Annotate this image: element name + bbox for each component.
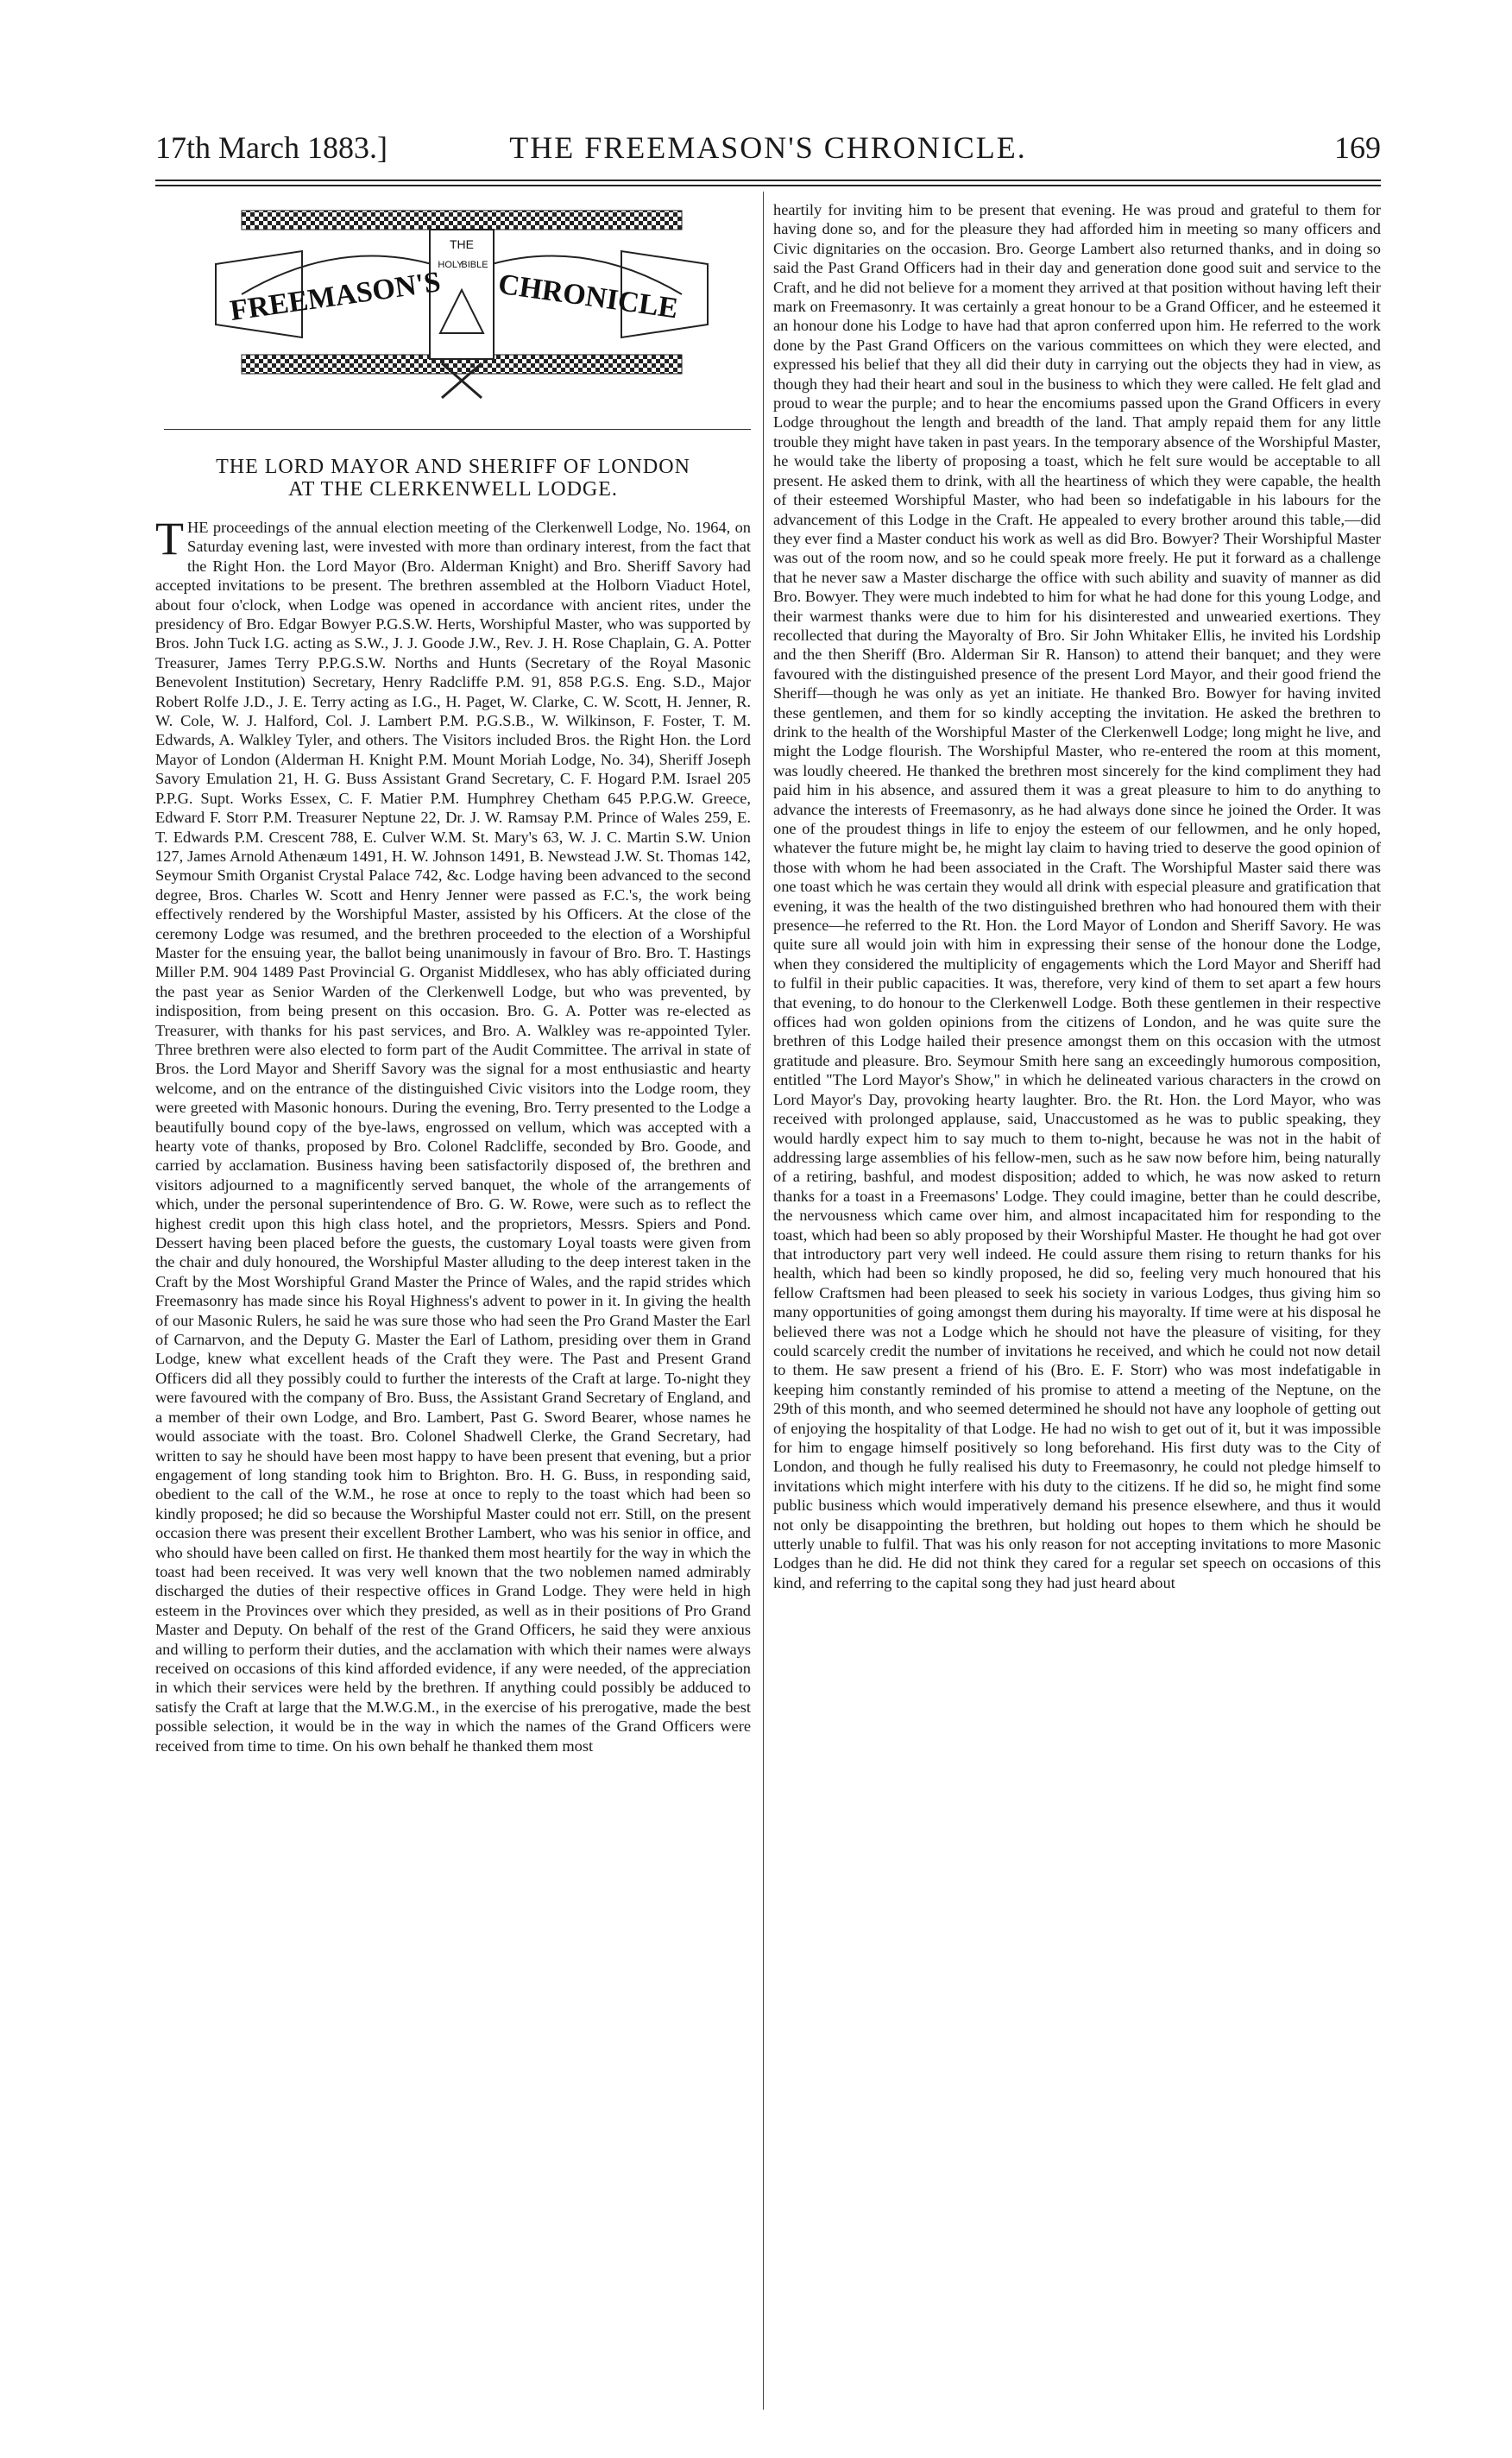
- headline-line-2: AT THE CLERKENWELL LODGE.: [288, 478, 618, 501]
- publication-title: THE FREEMASON'S CHRONICLE.: [509, 130, 1027, 165]
- masthead-right-word: CHRONICLE: [496, 268, 680, 325]
- issue-date: 17th March 1883.]: [155, 130, 387, 165]
- masthead-rule: [164, 429, 751, 430]
- masthead-emblem: [207, 204, 716, 407]
- masthead-small-the: THE: [450, 237, 474, 251]
- article-right-column: [773, 200, 1381, 2410]
- article-left-column: [155, 518, 751, 2408]
- article-body-left-text: HE proceedings of the annual election meeting of the Clerkenwell Lodge, No. 1964, on Saturday evening last, were invested with more than ordinary interest, from the fact that the Right Hon. the Lord Mayor (Bro. Alderman Knight) and Bro. Sheriff Savory had accepted invitations to be present. The brethren assembled at the Holborn Viaduct Hotel, about four o'clock, when Lodge was opened in accordance with ancient rites, under the presidency of Bro. Edgar Bowyer P.G.S.W. Herts, Worshipful Master, who was supported by Bros. John Tuck I.G. acting as S.W., J. J. Goode J.W., Rev. J. H. Rose Chaplain, G. A. Potter Treasurer, James Terry P.P.G.S.W. Norths and Hunts (Secretary of the Royal Masonic Benevolent Institution) Secretary, Henry Radcliffe P.M. 91, 858 P.G.S. Eng. S.D., Major Robert Rolfe J.D., J. E. Terry acting as I.G., H. Paget, W. Clarke, C. W. Scott, H. Jenner, R. W. Cole, W. J. Halford, Col. J. Lambert P.M. P.G.S.B., W. Wilkinson, F. Foster, T. M. Edwards, A. Walkley Tyler, and others. The Visitors included Bros. the Right Hon. the Lord Mayor of London (Alderman H. Knight P.M. Mount Moriah Lodge, No. 34), Sheriff Joseph Savory Emulation 21, H. G. Buss Assistant Grand Secretary, C. F. Hogard P.M. Israel 205 P.P.G. Supt. Works Essex, C. F. Matier P.M. Humphrey Chetham 645 P.P.G.W. Greece, Edward F. Storr P.M. Treasurer Neptune 22, Dr. J. W. Ramsay P.M. Prince of Wales 259, E. T. Edwards P.M. Crescent 788, E. Culver W.M. St. Mary's 63, W. J. C. Martin S.W. Union 127, James Arnold Athenæum 1491, H. W. Johnson 1491, B. Newstead J.W. St. Thomas 142, Seymour Smith Organist Crystal Palace 742, &c. Lodge having been advanced to the second degree, Bros. Charles W. Scott and Henry Jenner were passed as F.C.'s, the work being effectively rendered by the Worshipful Master, assisted by his Officers. At the close of the ceremony Lodge was resumed, and the brethren proceeded to the election of a Worshipful Master for the ensuing year, the ballot being unanimously in favour of Bro. Bro. T. Hastings Miller P.M. 904 1489 Past Provincial G. Organist Middlesex, who has ably officiated during the past year as Senior Warden of the Clerkenwell Lodge, but who was prevented, by indisposition, from being present on this occasion. Bro. G. A. Potter was re-elected as Treasurer, with thanks for his past services, and Bro. A. Walkley was re-appointed Tyler. Three brethren were also elected to form part of the Audit Committee. The arrival in state of Bros. the Lord Mayor and Sheriff Savory was the signal for a most enthusiastic and hearty welcome, and on the entrance of the distinguished Civic visitors into the Lodge room, they were greeted with Masonic honours. During the evening, Bro. Terry presented to the Lodge a beautifully bound copy of the bye-laws, engrossed on vellum, which was accepted with a hearty vote of thanks, proposed by Bro. Colonel Radcliffe, seconded by Bro. Goode, and carried by acclamation. Business having been satisfactorily disposed of, the brethren and visitors adjourned to a magnificently served banquet, the whole of the arrangements of which, under the personal superintendence of Bro. G. W. Rowe, were such as to reflect the highest credit upon this high class hotel, and the proprietors, Messrs. Spiers and Pond. Dessert having been placed before the guests, the customary Loyal toasts were given from the chair and duly honoured, the Worshipful Master alluding to the deep interest taken in the Craft by the Most Worshipful Grand Master the Prince of Wales, and the rapid strides which Freemasonry has made since his Royal Highness's advent to power in it. In giving the health of our Masonic Rulers, he said he was sure those who had seen the Pro Grand Master the Earl of Carnarvon, and the Deputy G. Master the Earl of Lathom, presiding over them in Grand Lodge, knew what excellent heads of the Craft they were. The Past and Present Grand Officers did all they possibly could to further the interests of the Craft at large. To-night they were favoured with the company of Bro. Buss, the Assistant Grand Secretary of England, and a member of their own Lodge, and Bro. Lambert, Past G. Sword Bearer, whose names he would associate with the toast. Bro. Colonel Shadwell Clerke, the Grand Secretary, had written to say he should have been most happy to have been present that evening, but a prior engagement of long standing took him to Brighton. Bro. H. G. Buss, in responding said, obedient to the call of the W.M., he rose at once to reply to the toast which had been so kindly proposed; he did so because the Worshipful Master could not err. Still, on the present occasion there was present their excellent Brother Lambert, who was his senior in office, and who should have been called on first. He thanked them most heartily for the way in which the toast had been received. It was very well known that the two noblemen named admirably discharged the duties of their respective offices in Grand Lodge. They were held in high esteem in the Provinces over which they presided, as well as in their positions of Pro Grand Master and Deputy. On behalf of the rest of the Grand Officers, he said they were anxious and willing to perform their duties, and the acclamation with which their names were always received on occasions of this kind afforded evidence, if any were needed, of the appreciation in which their services were held by the brethren. If anything could possibly be adduced to satisfy the Craft at large that the M.W.G.M., in the exercise of his prerogative, made the best possible selection, it would be in the way in which the names of the Grand Officers were received from time to time. On his own behalf he thanked them most: [155, 519, 751, 1755]
- masthead-small-holy: HOLY: [438, 260, 463, 270]
- header-rule: [155, 180, 1381, 181]
- headline-line-1: THE LORD MAYOR AND SHERIFF OF LONDON: [216, 456, 690, 478]
- article-body-right: heartily for inviting him to be present that evening. He was proud and grateful to them for having done so, and for the pleasure they had afforded him in meeting so many officers and Civic dignitaries on the occasion. Bro. George Lambert also returned thanks, and in doing so said the Past Grand Officers had in their day and generation done good suit and service to the Craft, and he did not believe for a moment they arrived at that position without having left their mark on Freemasonry. It was certainly a great honour to be a Grand Officer, and he esteemed it an honour done his Lodge to have had that apron conferred upon him. He referred to the work done by the Past Grand Officers on the various committees on which they were elected, and expressed his belief that they all did their duty in carrying out the objects they had in view, as though they had their heart and soul in the business to which they were called. He felt glad and proud to wear the purple; and to hear the encomiums passed upon the Grand Officers in every Lodge throughout the length and breadth of the land. That amply repaid them for any little trouble they might have taken in past years. In the temporary absence of the Worshipful Master, he would take the liberty of proposing a toast, which he felt sure would be acceptable to all present. He asked them to drink, with all the heartiness of which they were capable, the health of their esteemed Worshipful Master, who had been so indefatigable in his labours for the advancement of this Lodge in the Craft. He appealed to every brother around this table,—did they ever find a Master conduct his work as well as did Bro. Bowyer? Their Worshipful Master was out of the room now, and so he could speak more freely. He put it forward as a challenge that he never saw a Master discharge the office with such ability and suavity of manner as did Bro. Bowyer. They were much indebted to him for what he had done for this young Lodge, and their warmest thanks were due to him for his disinterested and unwearied exertions. They recollected that during the Mayoralty of Bro. Sir John Whitaker Ellis, he invited his Lordship and the then Sheriff (Bro. Alderman Sir R. Hanson) to attend their banquet; and they were favoured with the distinguished presence of the present Lord Mayor, and their good friend the Sheriff—though he was only as yet an initiate. He thanked Bro. Bowyer for having invited these gentlemen, and them for so kindly accepting the invitation. He asked the brethren to drink to the health of the Worshipful Master of the Clerkenwell Lodge; long might he live, and might the Lodge flourish. The Worshipful Master, who re-entered the room at this moment, was loudly cheered. He thanked the brethren most sincerely for the kind compliment they had paid him in his absence, and assured them it was a great pleasure to him to do anything to advance the interests of Freemasonry, as he had always done since he joined the Order. It was one of the proudest things in life to enjoy the esteem of our fellowmen, and he only hoped, whatever the future might be, he might lay claim to having tried to deserve the good opinion of those with whom he had been associated in the Craft. The Worshipful Master said there was one toast which he was certain they would all drink with especial pleasure and gratification that evening, it was the health of the two distinguished brethren who had honoured them with their presence—he referred to the Rt. Hon. the Lord Mayor of London and Sheriff Savory. He was quite sure all would join with him in expressing their sense of the honour done the Lodge, when they considered the multiplicity of engagements which the Lord Mayor and Sheriff had to fulfil in their public capacities. It was, therefore, very kind of them to set apart a few hours that evening, to do honour to the Clerkenwell Lodge. Both these gentlemen in their respective offices had won golden opinions from the citizens of London, and he was quite sure the brethren of this Lodge hailed their presence amongst them on this occasion with the utmost gratitude and pleasure. Bro. Seymour Smith here sang an exceedingly humorous composition, entitled "The Lord Mayor's Show," in which he delineated various characters in the crowd on Lord Mayor's Day, provoking hearty laughter. Bro. the Rt. Hon. the Lord Mayor, who was received with prolonged applause, said, Unaccustomed as he was to public speaking, they would hardly expect him to say much to them to-night, because he was not in the habit of addressing large assemblies of his fellow-men, such as he saw now before him, being naturally of a retiring, bashful, and modest disposition; added to which, he was now asked to return thanks for a toast in a Freemasons' Lodge. They could imagine, better than he could describe, the nervousness which came over him, and almost incapacitated him for responding to the toast, which had been so ably proposed by their Worshipful Master. He thought he had got over that introductory part very well indeed. He could assure them rising to return thanks for his health, which had been so kindly proposed, he did so, feeling very much honoured that his fellow Craftsmen had been pleased to seek his society in various Lodges, thus giving him so many opportunities of going amongst them during his mayoralty. If time were at his disposal he believed there was not a Lodge which he should not have the pleasure of visiting, for they could scarcely credit the number of invitations he received, and which he could not now detail to them. He saw present a friend of his (Bro. E. F. Storr) who was most indefatigable in keeping him constantly reminded of his promise to attend a meeting of the Neptune, on the 29th of this month, and who seemed determined he should not have any loophole of getting out of enjoying the hospitality of that Lodge. He had no wish to get out of it, but it was impossible for him to engage himself positively so long beforehand. His first duty was to the City of London, and though he fully realised his duty to Freemasonry, he could not pledge himself to invitations which might interfere with his duty to the citizens. If he did so, he might find some public business which would imperatively demand his presence elsewhere, and thus it would not only be disappointing the brethren, but holding out hopes to them which he should be utterly unable to fulfil. That was his only reason for not accepting invitations to more Masonic Lodges than he did. He did not think they cared for a regular set speech on occasions of this kind, and referring to the capital song they had just heard about: [773, 201, 1381, 1591]
- header-rule-thin: [155, 185, 1381, 186]
- column-divider: [763, 192, 764, 2410]
- article-headline: [155, 456, 751, 501]
- masthead-left-word: FREEMASON'S: [228, 266, 443, 328]
- article-body-left: [155, 518, 751, 1755]
- masthead-small-bible: BIBLE: [461, 260, 488, 270]
- drop-cap: T: [155, 518, 184, 564]
- page-header: [155, 129, 1381, 173]
- page-number: 169: [1334, 130, 1381, 165]
